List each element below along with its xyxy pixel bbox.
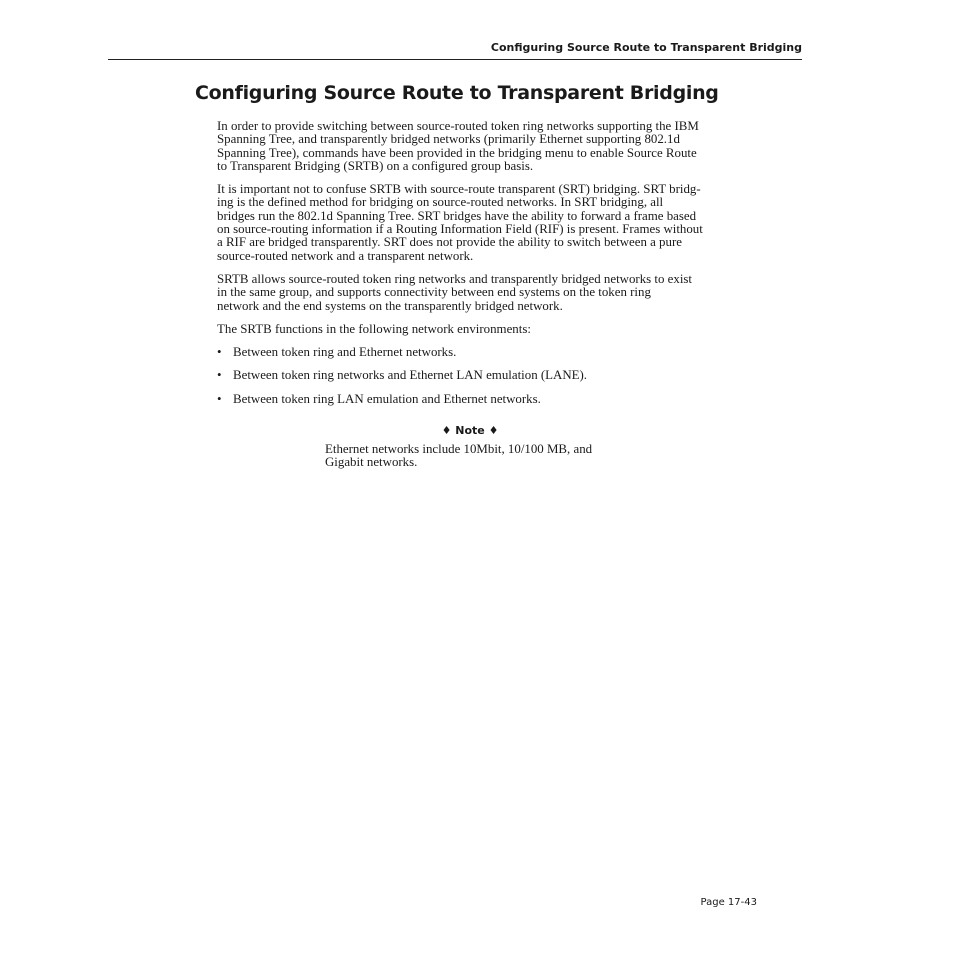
text-line: Spanning Tree), commands have been provided in the bridging menu to enable Source Route — [217, 145, 697, 160]
paragraph-2 — [217, 183, 762, 263]
header-rule — [108, 59, 802, 60]
text-line: Spanning Tree, and transparently bridged networks (primarily Ethernet supporting 802.1d — [217, 132, 680, 147]
list-item-text: Between token ring networks and Ethernet LAN emulation (LANE). — [233, 368, 588, 383]
text-line: ing is the defined method for bridging on source-routed networks. In SRT bridging, all — [217, 195, 664, 210]
text-line: SRTB allows source-routed token ring networks and transparently bridged networks to exist — [217, 271, 693, 286]
text-line: It is important not to confuse SRTB with source-route transparent (SRT) bridging. SRT bridg- — [217, 182, 701, 197]
paragraph-1 — [217, 120, 762, 173]
note-line: Ethernet networks include 10Mbit, 10/100 MB, and — [325, 442, 593, 456]
body-text — [217, 120, 762, 416]
bullet-icon: • — [217, 368, 222, 383]
note-line: Gigabit networks. — [325, 455, 418, 470]
list-item — [217, 369, 762, 382]
note-body — [325, 443, 625, 470]
text-line: In order to provide switching between source-routed token ring networks supporting the IBM — [217, 119, 699, 133]
note-heading: ♦ Note ♦ — [441, 424, 499, 437]
list-item-text: Between token ring and Ethernet networks. — [233, 345, 457, 360]
text-line: network and the end systems on the transparently bridged network. — [217, 298, 563, 313]
text-line: to Transparent Bridging (SRTB) on a configured group basis. — [217, 158, 534, 173]
paragraph-3 — [217, 273, 762, 313]
list-item — [217, 346, 762, 359]
running-header: Configuring Source Route to Transparent Bridging — [490, 41, 802, 54]
section-title: Configuring Source Route to Transparent Bridging — [195, 82, 719, 104]
text-line: bridges run the 802.1d Spanning Tree. SRT bridges have the ability to forward a frame based — [217, 208, 697, 223]
text-line: in the same group, and supports connectivity between end systems on the token ring — [217, 285, 651, 300]
text-line: a RIF are bridged transparently. SRT does not provide the ability to switch between a pure — [217, 235, 682, 250]
text-line: source-routed network and a transparent network. — [217, 248, 474, 263]
bullet-icon: • — [217, 391, 222, 406]
text-line: on source-routing information if a Routing Information Field (RIF) is present. Frames without — [217, 222, 703, 237]
bullet-list — [217, 346, 762, 406]
list-intro: The SRTB functions in the following network environments: — [217, 321, 531, 336]
bullet-icon: • — [217, 345, 222, 360]
list-item — [217, 393, 762, 406]
page-number: Page 17-43 — [700, 897, 757, 908]
list-item-text: Between token ring LAN emulation and Ethernet networks. — [233, 391, 541, 406]
